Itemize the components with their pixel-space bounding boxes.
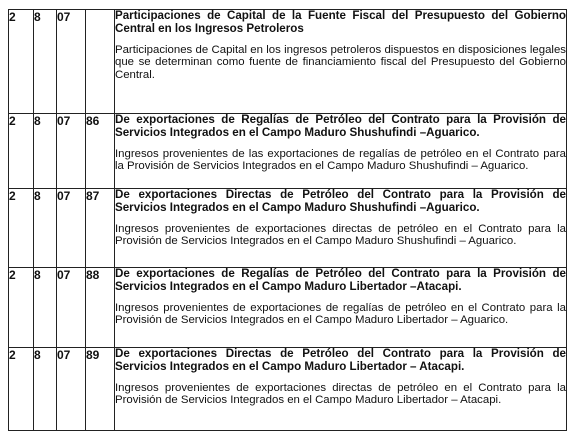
item-title: De exportaciones de Regalías de Petróleo del Contrato para la Provisión de Servicios Integrados en el Campo Maduro Shushufindi –Aguarico. — [115, 113, 566, 139]
code-subgroup: 8 — [34, 348, 57, 431]
table-row — [9, 10, 567, 114]
description-cell — [115, 10, 567, 114]
code-subitem: 87 — [86, 189, 115, 268]
code-item: 07 — [57, 114, 86, 189]
table-row — [9, 268, 567, 348]
code-group: 2 — [9, 268, 34, 348]
table-row — [9, 189, 567, 268]
code-subitem: 88 — [86, 268, 115, 348]
code-group: 2 — [9, 348, 34, 431]
code-item: 07 — [57, 348, 86, 431]
code-subgroup: 8 — [34, 114, 57, 189]
description-cell — [115, 114, 567, 189]
item-title: De exportaciones Directas de Petróleo del Contrato para la Provisión de Servicios Integrados en el Campo Maduro Libertador – Atacapi. — [115, 347, 566, 373]
code-item: 07 — [57, 10, 86, 114]
item-description: Ingresos provenientes de exportaciones de regalías de petróleo en el Contrato para la Provisión de Servicios Integrados en el Campo Maduro Libertador – Aguarico. — [115, 301, 566, 327]
code-group: 2 — [9, 189, 34, 268]
code-item: 07 — [57, 268, 86, 348]
code-group: 2 — [9, 114, 34, 189]
item-description: Ingresos provenientes de exportaciones directas de petróleo en el Contrato para la Provisión de Servicios Integrados en el Campo Maduro Libertador – Atacapi. — [115, 381, 566, 407]
item-title: De exportaciones de Regalías de Petróleo del Contrato para la Provisión de Servicios Integrados en el Campo Maduro Libertador –Atacapi. — [115, 267, 566, 293]
description-cell — [115, 268, 567, 348]
code-subgroup: 8 — [34, 10, 57, 114]
code-subitem: 86 — [86, 114, 115, 189]
code-subitem: 89 — [86, 348, 115, 431]
item-description: Ingresos provenientes de las exportaciones de regalías de petróleo en el Contrato para la Provisión de Servicios Integrados en el Campo Maduro Shushufindi – Aguarico. — [115, 147, 566, 173]
item-title: De exportaciones Directas de Petróleo del Contrato para la Provisión de Servicios Integrados en el Campo Maduro Shushufindi –Aguarico. — [115, 188, 566, 214]
code-subgroup: 8 — [34, 268, 57, 348]
item-description: Participaciones de Capital en los ingresos petroleros dispuestos en disposiciones legales que se determinan como fuente de financiamiento fiscal del Presupuesto del Gobierno Central. — [115, 43, 566, 81]
item-title: Participaciones de Capital de la Fuente Fiscal del Presupuesto del Gobierno Central en los Ingresos Petroleros — [115, 9, 566, 35]
code-subitem — [86, 10, 115, 114]
code-group: 2 — [9, 10, 34, 114]
item-description: Ingresos provenientes de exportaciones directas de petróleo en el Contrato para la Provisión de Servicios Integrados en el Campo Maduro Shushufindi – Aguarico. — [115, 222, 566, 248]
table-row — [9, 348, 567, 431]
description-cell — [115, 348, 567, 431]
code-item: 07 — [57, 189, 86, 268]
description-cell — [115, 189, 567, 268]
budget-items-table — [8, 9, 567, 431]
code-subgroup: 8 — [34, 189, 57, 268]
table-row — [9, 114, 567, 189]
